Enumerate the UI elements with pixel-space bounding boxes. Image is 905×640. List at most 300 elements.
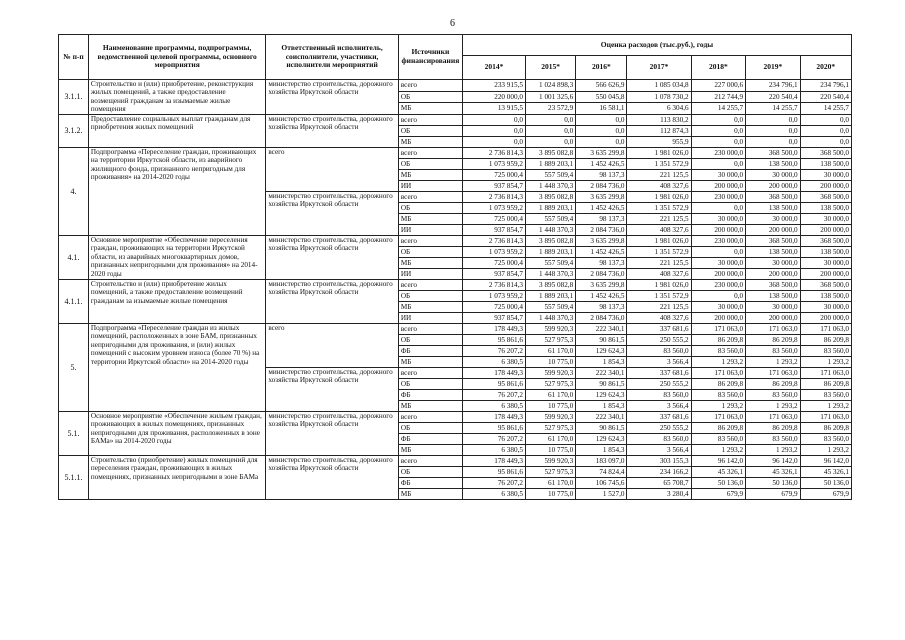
expense-value: 1 981 026,0	[627, 191, 691, 202]
expense-value: 527 975,3	[525, 466, 575, 477]
header-year: 2014*	[462, 56, 525, 80]
expense-value: 86 209,8	[691, 334, 746, 345]
expense-value: 222 340,1	[576, 323, 627, 334]
expense-value: 83 560,0	[627, 345, 691, 356]
expense-value: 303 155,3	[627, 455, 691, 466]
expense-value: 557 509,4	[525, 257, 575, 268]
expense-value: 3 280,4	[627, 488, 691, 499]
expense-value: 200 000,0	[746, 268, 801, 279]
expense-value: 408 327,6	[627, 180, 691, 191]
expense-value: 178 449,3	[462, 411, 525, 422]
responsible-executor: министерство строительства, дорожного хозяйства Иркутской области	[266, 114, 399, 147]
expense-value: 233 915,5	[462, 80, 525, 92]
expense-value: 1 889 203,1	[525, 202, 575, 213]
expense-value: 2 084 736,0	[576, 268, 627, 279]
expense-value: 222 340,1	[576, 367, 627, 378]
expense-value: 230 000,0	[691, 147, 746, 158]
expense-value: 408 327,6	[627, 224, 691, 235]
funding-source: ОБ	[398, 202, 462, 213]
expense-value: 0,0	[525, 136, 575, 147]
expense-value: 527 975,3	[525, 378, 575, 389]
expense-value: 16 581,1	[576, 103, 627, 115]
expense-value: 368 500,0	[746, 279, 801, 290]
expense-value: 3 895 082,8	[525, 191, 575, 202]
expense-value: 30 000,0	[691, 257, 746, 268]
expense-value: 220 540,4	[800, 91, 851, 103]
funding-source: всего	[398, 279, 462, 290]
expense-value: 250 555,2	[627, 378, 691, 389]
expense-value: 337 681,6	[627, 323, 691, 334]
expense-value: 83 560,0	[691, 433, 746, 444]
expense-value: 30 000,0	[691, 301, 746, 312]
expense-value: 61 170,0	[525, 345, 575, 356]
expense-value: 220 000,0	[462, 91, 525, 103]
funding-source: ИИ	[398, 268, 462, 279]
expense-value: 10 775,0	[525, 356, 575, 367]
expense-value: 138 500,0	[800, 158, 851, 169]
expense-value: 138 500,0	[746, 290, 801, 301]
expense-value: 1 024 898,3	[525, 80, 575, 92]
expense-value: 30 000,0	[800, 213, 851, 224]
expense-value: 1 073 959,2	[462, 290, 525, 301]
expense-value: 10 775,0	[525, 400, 575, 411]
expense-value: 96 142,0	[746, 455, 801, 466]
expense-value: 0,0	[746, 114, 801, 125]
expense-value: 1 452 426,5	[576, 290, 627, 301]
expense-value: 230 000,0	[691, 235, 746, 246]
expense-value: 3 635 299,8	[576, 279, 627, 290]
expense-value: 557 509,4	[525, 213, 575, 224]
expense-value: 679,9	[691, 488, 746, 499]
expense-value: 1 448 370,3	[525, 180, 575, 191]
funding-source: ОБ	[398, 290, 462, 301]
header-year: 2018*	[691, 56, 746, 80]
expense-value: 98 137,3	[576, 169, 627, 180]
expense-value: 200 000,0	[800, 180, 851, 191]
expense-value: 200 000,0	[746, 180, 801, 191]
expense-value: 200 000,0	[746, 312, 801, 323]
expense-value: 76 207,2	[462, 345, 525, 356]
expense-value: 3 895 082,8	[525, 279, 575, 290]
expense-value: 86 209,8	[746, 422, 801, 433]
header-year: 2016*	[576, 56, 627, 80]
expense-value: 1 293,2	[746, 400, 801, 411]
expense-value: 113 830,2	[627, 114, 691, 125]
expense-value: 171 063,0	[691, 411, 746, 422]
expense-value: 6 380,5	[462, 488, 525, 499]
expense-value: 14 255,7	[691, 103, 746, 115]
expense-value: 1 293,2	[691, 356, 746, 367]
expense-value: 679,9	[800, 488, 851, 499]
expense-value: 0,0	[576, 114, 627, 125]
expense-value: 96 142,0	[691, 455, 746, 466]
expense-value: 234 166,2	[627, 466, 691, 477]
expense-value: 50 136,0	[691, 477, 746, 488]
expense-value: 1 452 426,5	[576, 246, 627, 257]
expense-value: 1 293,2	[691, 400, 746, 411]
expense-value: 86 209,8	[691, 378, 746, 389]
funding-source: МБ	[398, 213, 462, 224]
expense-value: 0,0	[525, 114, 575, 125]
expense-value: 368 500,0	[800, 235, 851, 246]
expense-value: 0,0	[691, 158, 746, 169]
expense-value: 129 624,3	[576, 433, 627, 444]
expense-value: 3 635 299,8	[576, 191, 627, 202]
program-name: Подпрограмма «Переселение граждан, проживающих на территории Иркутской области, из аварийного жилищного фонда, признанного непригодным для проживания» на 2014-2020 годы	[88, 147, 265, 235]
expense-value: 1 073 959,2	[462, 246, 525, 257]
expense-value: 230 000,0	[691, 191, 746, 202]
table-row	[59, 279, 852, 290]
expense-value: 3 635 299,8	[576, 147, 627, 158]
expense-value: 220 540,4	[746, 91, 801, 103]
funding-source: всего	[398, 455, 462, 466]
program-name: Основное мероприятие «Обеспечение жильем граждан, проживающих в жилых помещениях, признанных непригодными для проживания, расположенных в зоне БАМа» на 2014-2020 годы	[88, 411, 265, 455]
expense-value: 3 566,4	[627, 356, 691, 367]
responsible-executor: министерство строительства, дорожного хозяйства Иркутской области	[266, 279, 399, 323]
responsible-executor: министерство строительства, дорожного хозяйства Иркутской области	[266, 235, 399, 279]
funding-source: ОБ	[398, 246, 462, 257]
expense-value: 30 000,0	[800, 257, 851, 268]
funding-source: всего	[398, 367, 462, 378]
expense-value: 138 500,0	[746, 246, 801, 257]
expense-value: 83 560,0	[800, 345, 851, 356]
expense-value: 200 000,0	[691, 312, 746, 323]
expense-value: 599 920,3	[525, 367, 575, 378]
funding-source: ОБ	[398, 125, 462, 136]
header-source: Источники финансирования	[398, 35, 462, 80]
expense-value: 937 854,7	[462, 180, 525, 191]
expense-value: 200 000,0	[691, 224, 746, 235]
expense-value: 1 448 370,3	[525, 268, 575, 279]
expense-value: 0,0	[800, 136, 851, 147]
header-year: 2020*	[800, 56, 851, 80]
expense-value: 221 125,5	[627, 169, 691, 180]
expense-value: 1 981 026,0	[627, 279, 691, 290]
header-estimate: Оценка расходов (тыс.руб.), годы	[462, 35, 851, 56]
expense-value: 550 045,8	[576, 91, 627, 103]
expense-value: 0,0	[800, 114, 851, 125]
expense-value: 30 000,0	[746, 213, 801, 224]
expense-value: 408 327,6	[627, 268, 691, 279]
expense-value: 368 500,0	[800, 147, 851, 158]
header-year: 2015*	[525, 56, 575, 80]
responsible-executor: министерство строительства, дорожного хозяйства Иркутской области	[266, 367, 399, 411]
expense-value: 30 000,0	[691, 169, 746, 180]
table-row	[59, 411, 852, 422]
expense-value: 599 920,3	[525, 323, 575, 334]
expense-value: 599 920,3	[525, 455, 575, 466]
expense-value: 50 136,0	[800, 477, 851, 488]
expense-value: 96 142,0	[800, 455, 851, 466]
expense-value: 76 207,2	[462, 433, 525, 444]
row-number: 4.	[59, 147, 89, 235]
expense-value: 368 500,0	[746, 235, 801, 246]
funding-source: ИИ	[398, 312, 462, 323]
responsible-executor: всего	[266, 147, 399, 191]
expense-value: 527 975,3	[525, 334, 575, 345]
expense-value: 1 351 572,9	[627, 290, 691, 301]
expense-value: 1 073 959,2	[462, 202, 525, 213]
row-number: 5.	[59, 323, 89, 411]
expense-value: 937 854,7	[462, 224, 525, 235]
expense-value: 557 509,4	[525, 301, 575, 312]
expense-value: 337 681,6	[627, 367, 691, 378]
expense-value: 45 326,1	[800, 466, 851, 477]
funding-source: ОБ	[398, 466, 462, 477]
expense-value: 10 775,0	[525, 444, 575, 455]
expense-value: 171 063,0	[691, 323, 746, 334]
program-name: Предоставление социальных выплат гражданам для приобретения жилых помещений	[88, 114, 265, 147]
expense-value: 83 560,0	[800, 389, 851, 400]
expenses-table	[58, 34, 852, 500]
expense-value: 0,0	[691, 125, 746, 136]
expense-value: 0,0	[462, 114, 525, 125]
expense-value: 83 560,0	[746, 345, 801, 356]
expense-value: 138 500,0	[800, 202, 851, 213]
table-row	[59, 114, 852, 125]
funding-source: МБ	[398, 301, 462, 312]
expense-value: 368 500,0	[800, 279, 851, 290]
expense-value: 408 327,6	[627, 312, 691, 323]
expense-value: 90 861,5	[576, 422, 627, 433]
funding-source: всего	[398, 191, 462, 202]
expense-value: 725 000,4	[462, 213, 525, 224]
expense-value: 1 085 034,8	[627, 80, 691, 92]
expense-value: 106 745,6	[576, 477, 627, 488]
funding-source: ФБ	[398, 477, 462, 488]
expense-value: 83 560,0	[746, 433, 801, 444]
expense-value: 0,0	[746, 136, 801, 147]
expense-value: 171 063,0	[800, 367, 851, 378]
expense-value: 6 380,5	[462, 356, 525, 367]
funding-source: всего	[398, 114, 462, 125]
expense-value: 679,9	[746, 488, 801, 499]
expense-value: 14 255,7	[746, 103, 801, 115]
expense-value: 200 000,0	[691, 180, 746, 191]
expense-value: 3 635 299,8	[576, 235, 627, 246]
expense-value: 178 449,3	[462, 367, 525, 378]
expense-value: 1 452 426,5	[576, 202, 627, 213]
expense-value: 1 293,2	[746, 444, 801, 455]
expense-value: 0,0	[576, 125, 627, 136]
funding-source: ФБ	[398, 345, 462, 356]
expense-value: 955,9	[627, 136, 691, 147]
expense-value: 2 736 814,3	[462, 279, 525, 290]
expense-value: 6 380,5	[462, 444, 525, 455]
funding-source: всего	[398, 323, 462, 334]
expense-value: 1 889 203,1	[525, 290, 575, 301]
expense-value: 1 293,2	[800, 400, 851, 411]
funding-source: ФБ	[398, 433, 462, 444]
expense-value: 2 736 814,3	[462, 235, 525, 246]
funding-source: всего	[398, 80, 462, 92]
expense-value: 178 449,3	[462, 455, 525, 466]
expense-value: 368 500,0	[746, 191, 801, 202]
expense-value: 171 063,0	[800, 323, 851, 334]
row-number: 5.1.1.	[59, 455, 89, 499]
funding-source: МБ	[398, 400, 462, 411]
expense-value: 230 000,0	[691, 279, 746, 290]
program-name: Подпрограмма «Переселение граждан из жилых помещений, расположенных в зоне БАМ, признанных непригодными для проживания, и (или) жилых помещений с высоким уровнем износа (более 70 %) на территории Иркутской области» на 2014-2020 годы	[88, 323, 265, 411]
expense-value: 76 207,2	[462, 477, 525, 488]
expense-value: 95 861,6	[462, 422, 525, 433]
funding-source: ОБ	[398, 422, 462, 433]
expense-value: 178 449,3	[462, 323, 525, 334]
row-number: 3.1.2.	[59, 114, 89, 147]
expense-value: 566 626,9	[576, 80, 627, 92]
expense-value: 250 555,2	[627, 334, 691, 345]
funding-source: всего	[398, 235, 462, 246]
table-row	[59, 80, 852, 92]
expense-value: 74 824,4	[576, 466, 627, 477]
table-row	[59, 323, 852, 334]
expense-value: 221 125,5	[627, 257, 691, 268]
expense-value: 171 063,0	[746, 323, 801, 334]
header-year: 2019*	[746, 56, 801, 80]
expense-value: 0,0	[691, 246, 746, 257]
expense-value: 337 681,6	[627, 411, 691, 422]
header-num: № п-п	[59, 35, 89, 80]
expense-value: 183 097,0	[576, 455, 627, 466]
expense-value: 3 895 082,8	[525, 147, 575, 158]
expense-value: 599 920,3	[525, 411, 575, 422]
expense-value: 2 084 736,0	[576, 224, 627, 235]
expense-value: 61 170,0	[525, 477, 575, 488]
table-row	[59, 235, 852, 246]
expense-value: 95 861,6	[462, 466, 525, 477]
expense-value: 0,0	[462, 136, 525, 147]
expense-value: 86 209,8	[746, 378, 801, 389]
expense-value: 2 736 814,3	[462, 147, 525, 158]
expense-value: 0,0	[462, 125, 525, 136]
funding-source: МБ	[398, 444, 462, 455]
expense-value: 368 500,0	[800, 191, 851, 202]
funding-source: ФБ	[398, 389, 462, 400]
expense-value: 1 293,2	[691, 444, 746, 455]
funding-source: МБ	[398, 257, 462, 268]
expense-value: 6 380,5	[462, 400, 525, 411]
expense-value: 83 560,0	[800, 433, 851, 444]
row-number: 4.1.	[59, 235, 89, 279]
expense-value: 6 304,6	[627, 103, 691, 115]
expense-value: 557 509,4	[525, 169, 575, 180]
expense-value: 95 861,6	[462, 334, 525, 345]
row-number: 5.1.	[59, 411, 89, 455]
expense-value: 14 255,7	[800, 103, 851, 115]
expense-value: 1 351 572,9	[627, 202, 691, 213]
expense-value: 171 063,0	[691, 367, 746, 378]
expense-value: 129 624,3	[576, 345, 627, 356]
expense-value: 1 889 203,1	[525, 158, 575, 169]
expense-value: 83 560,0	[627, 433, 691, 444]
expense-value: 90 861,5	[576, 378, 627, 389]
expense-value: 1 351 572,9	[627, 158, 691, 169]
expense-value: 90 861,5	[576, 334, 627, 345]
responsible-executor: министерство строительства, дорожного хозяйства Иркутской области	[266, 411, 399, 455]
expense-value: 138 500,0	[800, 246, 851, 257]
funding-source: МБ	[398, 488, 462, 499]
expense-value: 1 001 325,6	[525, 91, 575, 103]
program-name: Строительство (приобретение) жилых помещений для переселения граждан, проживающих в жилых помещениях, признанных непригодными в зоне БАМа	[88, 455, 265, 499]
funding-source: ОБ	[398, 378, 462, 389]
funding-source: МБ	[398, 169, 462, 180]
expense-value: 30 000,0	[746, 301, 801, 312]
expense-value: 725 000,4	[462, 257, 525, 268]
expense-value: 1 889 203,1	[525, 246, 575, 257]
expense-value: 1 854,3	[576, 356, 627, 367]
expense-value: 221 125,5	[627, 301, 691, 312]
expense-value: 0,0	[746, 125, 801, 136]
program-name: Строительство и (или) приобретение, реконструкция жилых помещений, а также предоставление возмещений гражданам за изымаемые жилые помещения	[88, 80, 265, 115]
expense-value: 171 063,0	[800, 411, 851, 422]
expense-value: 725 000,4	[462, 169, 525, 180]
table-row	[59, 455, 852, 466]
expense-value: 725 000,4	[462, 301, 525, 312]
expense-value: 45 326,1	[691, 466, 746, 477]
expense-value: 86 209,8	[800, 378, 851, 389]
funding-source: ОБ	[398, 91, 462, 103]
expense-value: 86 209,8	[800, 334, 851, 345]
expense-value: 50 136,0	[746, 477, 801, 488]
expense-value: 234 796,1	[800, 80, 851, 92]
expense-value: 61 170,0	[525, 389, 575, 400]
expense-value: 86 209,8	[746, 334, 801, 345]
funding-source: всего	[398, 411, 462, 422]
expense-value: 83 560,0	[627, 389, 691, 400]
expense-value: 1 981 026,0	[627, 147, 691, 158]
expense-value: 0,0	[691, 136, 746, 147]
funding-source: МБ	[398, 136, 462, 147]
expense-value: 30 000,0	[800, 301, 851, 312]
expense-value: 171 063,0	[746, 411, 801, 422]
expense-value: 30 000,0	[746, 257, 801, 268]
expense-value: 98 137,3	[576, 301, 627, 312]
row-number: 3.1.1.	[59, 80, 89, 115]
expense-value: 2 736 814,3	[462, 191, 525, 202]
expense-value: 368 500,0	[746, 147, 801, 158]
expense-value: 0,0	[691, 290, 746, 301]
program-name: Основное мероприятие «Обеспечение переселения граждан, проживающих на территории Иркутской области, из аварийных многоквартирных домов, признанных непригодными для проживания» на 2014-2020 годы	[88, 235, 265, 279]
expense-value: 30 000,0	[800, 169, 851, 180]
expense-value: 61 170,0	[525, 433, 575, 444]
expense-value: 0,0	[691, 202, 746, 213]
expense-value: 212 744,9	[691, 91, 746, 103]
expense-value: 222 340,1	[576, 411, 627, 422]
expense-value: 527 975,3	[525, 422, 575, 433]
expense-value: 86 209,8	[691, 422, 746, 433]
expense-value: 0,0	[800, 125, 851, 136]
expense-value: 1 293,2	[800, 356, 851, 367]
responsible-executor: министерство строительства, дорожного хозяйства Иркутской области	[266, 191, 399, 235]
expense-value: 45 326,1	[746, 466, 801, 477]
program-name: Строительство и (или) приобретение жилых помещений, а также предоставление возмещений гражданам за изымаемые жилые помещения	[88, 279, 265, 323]
expense-value: 1 293,2	[746, 356, 801, 367]
responsible-executor: министерство строительства, дорожного хозяйства Иркутской области	[266, 455, 399, 499]
expense-value: 138 500,0	[800, 290, 851, 301]
expense-value: 171 063,0	[746, 367, 801, 378]
expense-value: 30 000,0	[746, 169, 801, 180]
expense-value: 83 560,0	[746, 389, 801, 400]
expense-value: 112 874,3	[627, 125, 691, 136]
expense-value: 83 560,0	[691, 345, 746, 356]
expense-value: 200 000,0	[800, 224, 851, 235]
funding-source: ОБ	[398, 158, 462, 169]
expense-value: 13 915,5	[462, 103, 525, 115]
expense-value: 0,0	[576, 136, 627, 147]
expense-value: 234 796,1	[746, 80, 801, 92]
expense-value: 95 861,6	[462, 378, 525, 389]
expense-value: 200 000,0	[691, 268, 746, 279]
